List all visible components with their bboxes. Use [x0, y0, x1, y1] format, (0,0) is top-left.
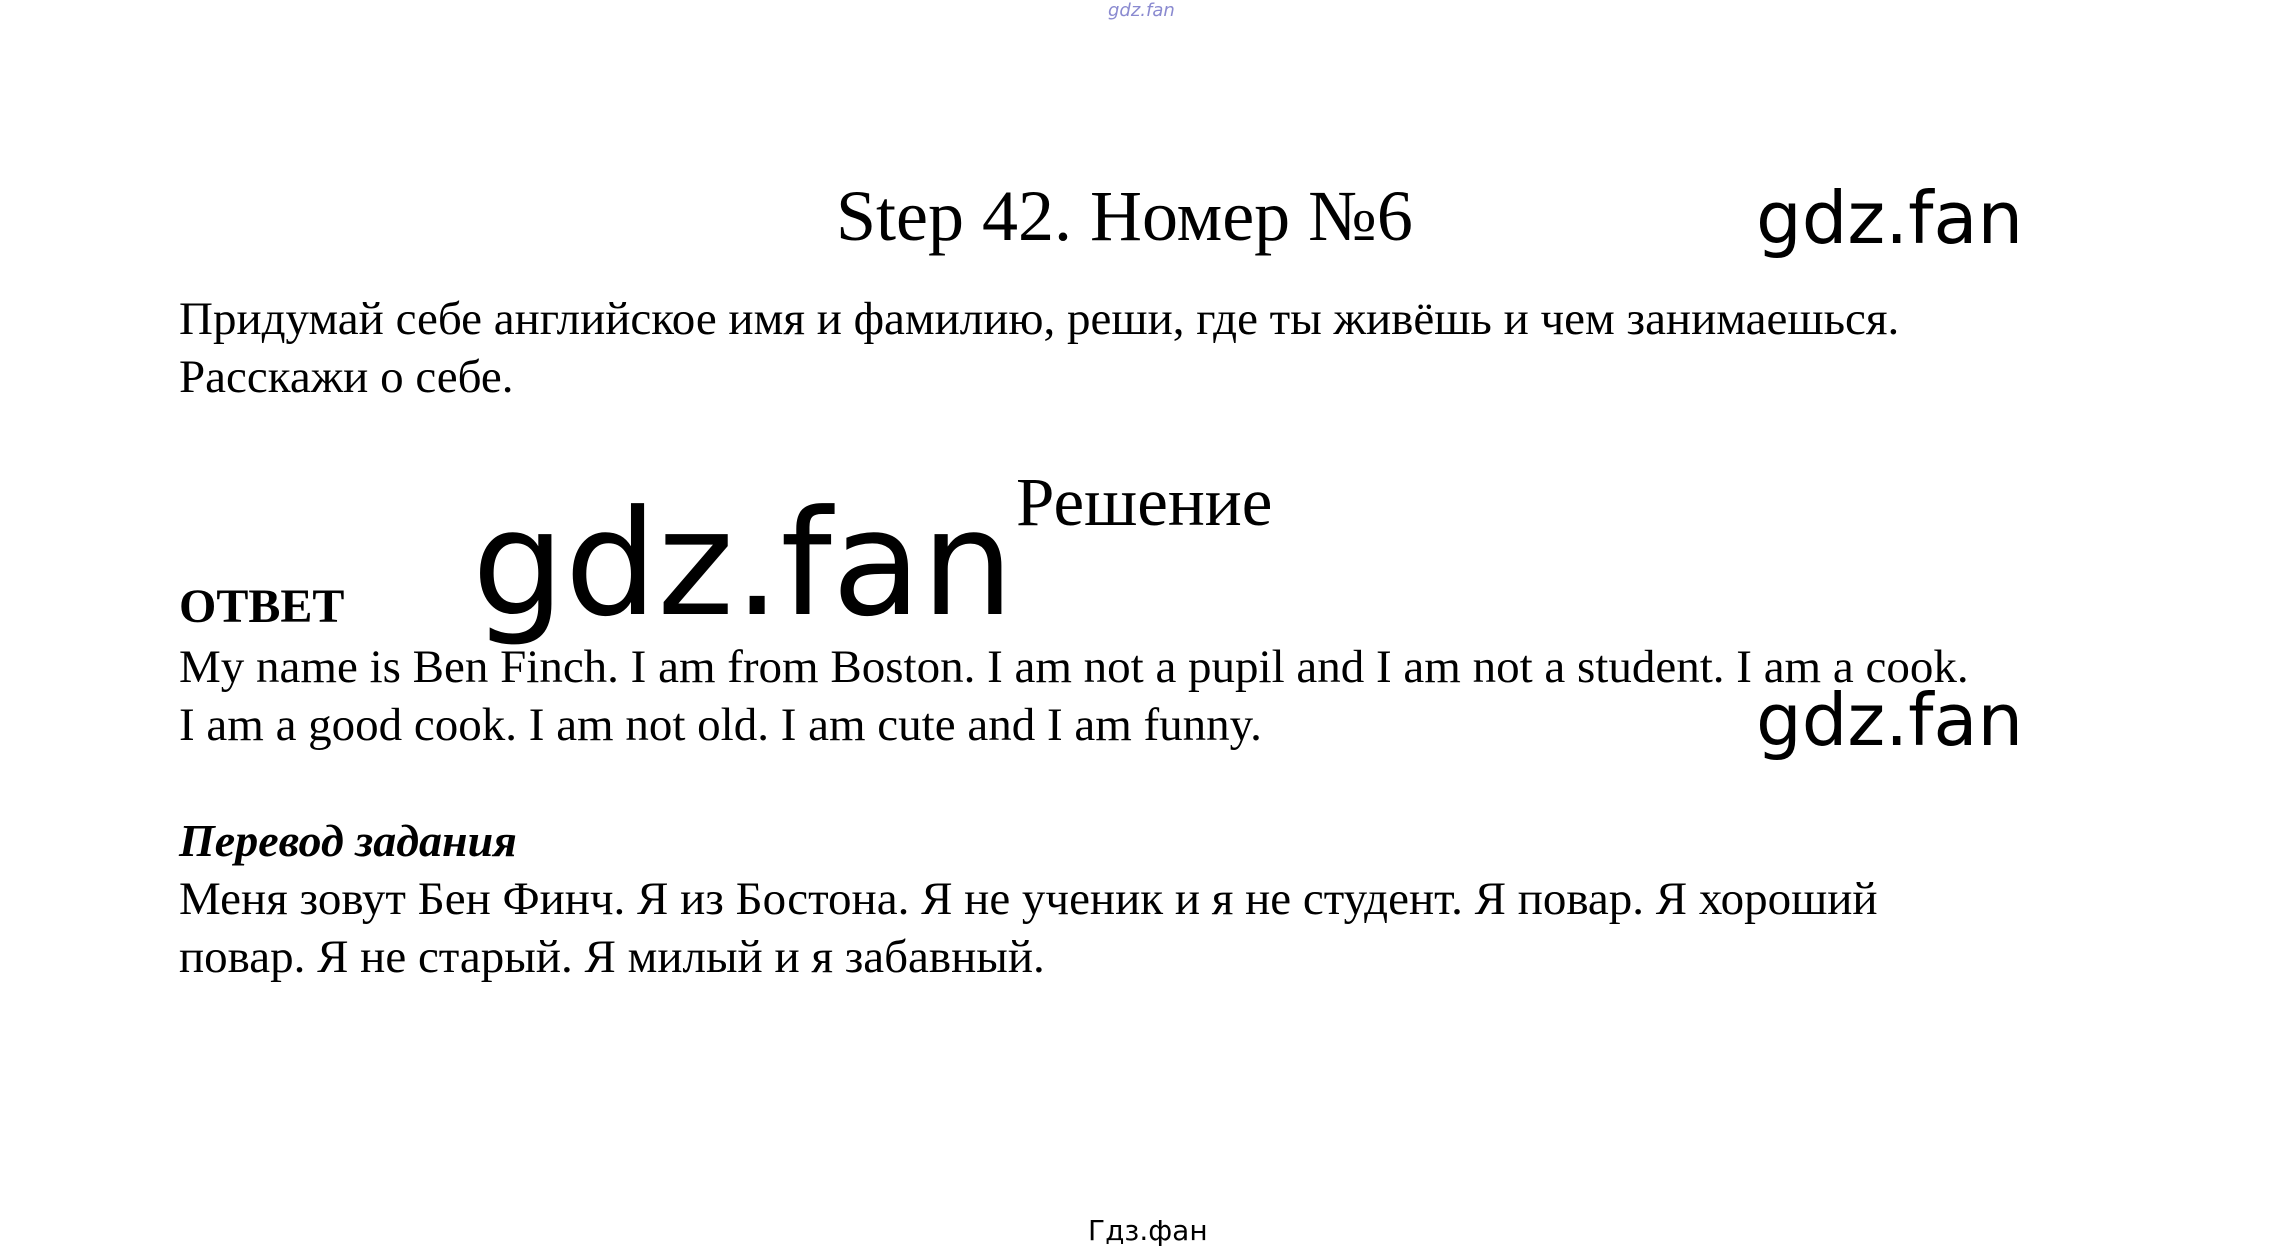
footer-watermark: Гдз.фан — [1088, 1214, 1208, 1247]
solution-heading: Решение — [1016, 464, 1273, 540]
translation-text — [179, 870, 1878, 986]
translation-heading: Перевод задания — [179, 815, 517, 866]
top-watermark: gdz.fan — [1108, 0, 1175, 21]
task-line: Расскажи о себе. — [179, 351, 514, 403]
page-title: Step 42. Номер №6 — [836, 176, 1413, 256]
translation-line: повар. Я не старый. Я милый и я забавный. — [179, 931, 1045, 983]
watermark-middle: gdz.fan — [472, 479, 1014, 649]
translation-line: Меня зовут Бен Финч. Я из Бостона. Я не ученик и я не студент. Я повар. Я хороший — [179, 873, 1878, 925]
answer-line: I am a good cook. I am not old. I am cute and I am funny. — [179, 699, 1262, 751]
answer-heading: ОТВЕТ — [179, 580, 345, 633]
task-line: Придумай себе английское имя и фамилию, реши, где ты живёшь и чем занимаешься. — [179, 293, 1900, 345]
task-text — [179, 290, 1899, 406]
answer-line: My name is Ben Finch. I am from Boston. I am not a pupil and I am not a student. I am a cook. — [179, 641, 1969, 693]
watermark-upper: gdz.fan — [1756, 176, 2024, 260]
watermark-lower: gdz.fan — [1756, 678, 2024, 762]
answer-text — [179, 638, 1969, 754]
